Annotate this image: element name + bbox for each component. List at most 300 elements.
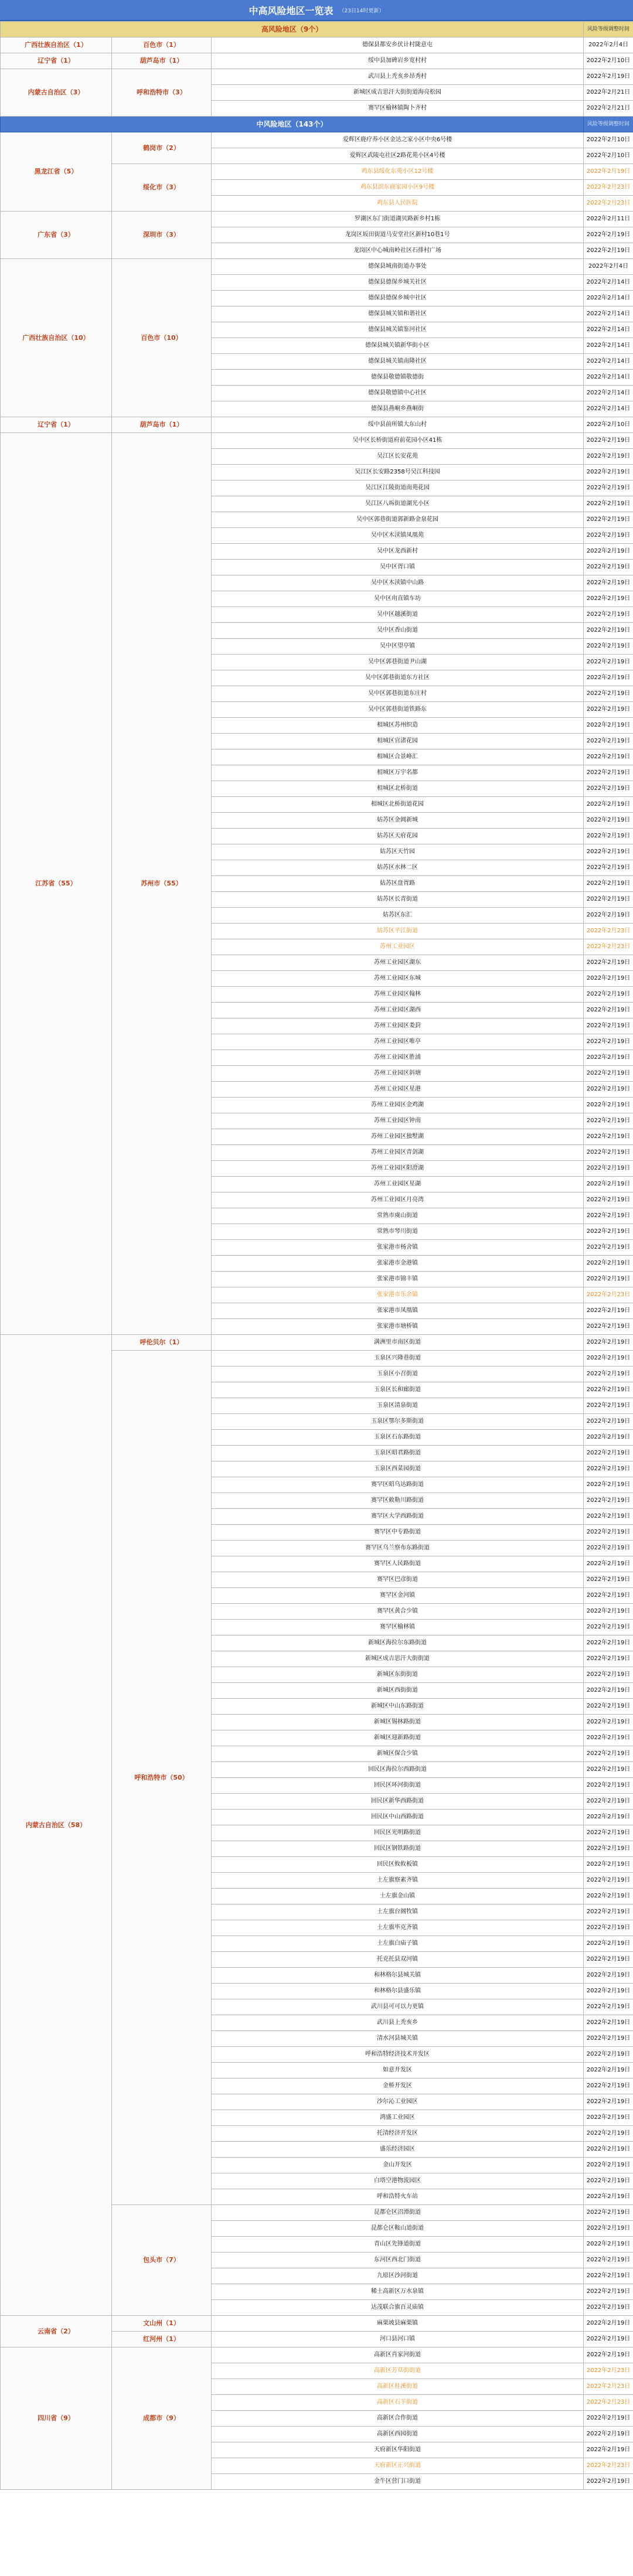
province-cell: 内蒙古自治区（58） [1,1335,112,2316]
place-cell: 苏州工业园区青剑湖 [212,1145,584,1161]
date-cell: 2022年2月19日 [584,876,633,892]
place-cell: 张家港市金港镇 [212,1256,584,1272]
date-cell: 2022年2月19日 [584,1889,633,1904]
table-row [1,1335,633,1351]
place-cell: 鸡东县绥化东苑小区12号楼 [212,164,584,180]
date-cell: 2022年2月19日 [584,718,633,734]
province-cell: 广东省（3） [1,212,112,259]
table-row [1,2347,633,2363]
city-cell: 鹤岗市（2） [112,132,212,164]
place-cell: 爱辉区武陵屯社区2路花苑小区4号楼 [212,148,584,164]
date-cell: 2022年2月19日 [584,734,633,749]
place-cell: 土左旗毕克齐镇 [212,1920,584,1936]
place-cell: 吴中区郭巷街道尹山湖 [212,655,584,670]
date-cell: 2022年2月19日 [584,1825,633,1841]
place-cell: 盛乐经济园区 [212,2142,584,2158]
place-cell: 龙岗区中心城南岭社区石排村广场 [212,243,584,259]
date-cell: 2022年2月19日 [584,528,633,544]
place-cell: 姑苏区天竹园 [212,844,584,860]
place-cell: 苏州工业园区星港 [212,1082,584,1098]
date-cell: 2022年2月19日 [584,2126,633,2142]
place-cell: 金桥开发区 [212,2078,584,2094]
date-cell: 2022年2月19日 [584,1145,633,1161]
place-cell: 回民区攸攸板镇 [212,1857,584,1873]
date-cell: 2022年2月19日 [584,1319,633,1335]
place-cell: 回民区中山西路街道 [212,1810,584,1825]
date-cell: 2022年2月19日 [584,1335,633,1351]
date-cell: 2022年2月19日 [584,69,633,85]
place-cell: 玉泉区兴隆巷街道 [212,1351,584,1367]
place-cell: 新城区成吉思汗大街街道海亮松园 [212,85,584,101]
date-cell: 2022年2月23日 [584,2458,633,2474]
date-cell: 2022年2月19日 [584,1177,633,1192]
place-cell: 姑苏区东汇 [212,908,584,924]
place-cell: 吴中区龙西新村 [212,544,584,560]
place-cell: 相城区合景峰汇 [212,749,584,765]
date-cell: 2022年2月19日 [584,1493,633,1509]
place-cell: 苏州工业园区星湖 [212,1177,584,1192]
table-row [1,69,633,85]
date-cell: 2022年2月19日 [584,1699,633,1715]
place-cell: 武川县上秃亥乡昂秀村 [212,69,584,85]
place-cell: 苏州工业园区胜浦 [212,1050,584,1066]
date-cell: 2022年2月23日 [584,180,633,196]
place-cell: 玉泉区石东路街道 [212,1430,584,1446]
high-risk-section-note: 风险等级调整时间 [584,22,633,38]
mid-risk-section-header [1,117,633,132]
place-cell: 吴中区郭巷街道东庄村 [212,686,584,702]
place-cell: 德保县城关镇鉴河社区 [212,322,584,338]
date-cell: 2022年2月19日 [584,1272,633,1287]
place-cell: 罗湖区东门街道湖贝路新乡村1栋 [212,212,584,227]
date-cell: 2022年2月21日 [584,101,633,117]
place-cell: 呼和浩特火车站 [212,2189,584,2205]
date-cell: 2022年2月19日 [584,560,633,575]
date-cell: 2022年2月19日 [584,2205,633,2221]
place-cell: 清水河县城关镇 [212,2031,584,2047]
place-cell: 姑苏区水林二区 [212,860,584,876]
date-cell: 2022年2月19日 [584,1873,633,1889]
date-cell: 2022年2月19日 [584,749,633,765]
date-cell: 2022年2月19日 [584,1461,633,1477]
place-cell: 苏州工业园区翰林 [212,987,584,1003]
date-cell: 2022年2月19日 [584,2300,633,2316]
date-cell: 2022年2月19日 [584,1098,633,1113]
place-cell: 玉泉区小召街道 [212,1367,584,1382]
date-cell: 2022年2月19日 [584,623,633,639]
place-cell: 苏州工业园区阳澄湖 [212,1161,584,1177]
high-risk-section-header [1,22,633,38]
place-cell: 张家港市凤凰镇 [212,1303,584,1319]
date-cell: 2022年2月19日 [584,2237,633,2253]
place-cell: 张家港市乐余镇 [212,1287,584,1303]
date-cell: 2022年2月19日 [584,1667,633,1683]
date-cell: 2022年2月23日 [584,939,633,955]
place-cell: 赛罕区大学西路街道 [212,1509,584,1525]
place-cell: 相城区北桥街道花园 [212,797,584,813]
place-cell: 吴中区香山街道 [212,623,584,639]
place-cell: 吴中区越溪街道 [212,607,584,623]
date-cell: 2022年2月14日 [584,338,633,354]
date-cell: 2022年2月19日 [584,2189,633,2205]
place-cell: 姑苏区平江街道 [212,924,584,939]
place-cell: 德保县城关镇新华街小区 [212,338,584,354]
province-cell: 黑龙江省（5） [1,132,112,212]
date-cell: 2022年2月19日 [584,1050,633,1066]
date-cell: 2022年2月11日 [584,212,633,227]
place-cell: 武川县上秃亥乡 [212,2015,584,2031]
place-cell: 昆都仑区沼潭街道 [212,2205,584,2221]
date-cell: 2022年2月19日 [584,1936,633,1952]
city-cell: 深圳市（3） [112,212,212,259]
date-cell: 2022年2月19日 [584,1509,633,1525]
place-cell: 苏州工业园区金鸡湖 [212,1098,584,1113]
date-cell: 2022年2月4日 [584,38,633,53]
date-cell: 2022年2月19日 [584,1683,633,1699]
date-cell: 2022年2月19日 [584,987,633,1003]
date-cell: 2022年2月19日 [584,1620,633,1635]
place-cell: 苏州工业园区 [212,939,584,955]
place-cell: 满洲里市南区街道 [212,1335,584,1351]
place-cell: 天府新区正兴街道 [212,2458,584,2474]
date-cell: 2022年2月23日 [584,924,633,939]
place-cell: 托清经济开发区 [212,2126,584,2142]
place-cell: 德保县敬德镇中心社区 [212,386,584,401]
date-cell: 2022年2月19日 [584,670,633,686]
city-cell: 葫芦岛市（1） [112,53,212,69]
date-cell: 2022年2月19日 [584,1794,633,1810]
date-cell: 2022年2月19日 [584,2442,633,2458]
date-cell: 2022年2月19日 [584,1398,633,1414]
date-cell: 2022年2月23日 [584,196,633,212]
place-cell: 和林格尔县城关镇 [212,1968,584,1984]
city-cell: 包头市（7） [112,2205,212,2316]
date-cell: 2022年2月19日 [584,1208,633,1224]
date-cell: 2022年2月19日 [584,2316,633,2332]
date-cell: 2022年2月19日 [584,2253,633,2268]
date-cell: 2022年2月19日 [584,481,633,496]
place-cell: 九原区沙河街道 [212,2268,584,2284]
place-cell: 玉泉区鄂尔多斯街道 [212,1414,584,1430]
place-cell: 常熟市琴川街道 [212,1224,584,1240]
place-cell: 麻栗坡县麻栗镇 [212,2316,584,2332]
place-cell: 赛罕区中专路街道 [212,1525,584,1541]
place-cell: 德保县城关镇南隆社区 [212,354,584,370]
place-cell: 张家港市锦丰镇 [212,1272,584,1287]
place-cell: 赛罕区巴彦街道 [212,1572,584,1588]
date-cell: 2022年2月19日 [584,1730,633,1746]
date-cell: 2022年2月19日 [584,1920,633,1936]
date-cell: 2022年2月19日 [584,1303,633,1319]
date-cell: 2022年2月19日 [584,1224,633,1240]
date-cell: 2022年2月19日 [584,1952,633,1968]
date-cell: 2022年2月19日 [584,1556,633,1572]
place-cell: 常熟市虞山街道 [212,1208,584,1224]
place-cell: 新城区西街街道 [212,1683,584,1699]
date-cell: 2022年2月19日 [584,2158,633,2173]
place-cell: 如意开发区 [212,2063,584,2078]
place-cell: 吴中区胥口镇 [212,560,584,575]
date-cell: 2022年2月19日 [584,2110,633,2126]
date-cell: 2022年2月19日 [584,1414,633,1430]
place-cell: 赛罕区金河镇 [212,1588,584,1604]
date-cell: 2022年2月19日 [584,227,633,243]
place-cell: 新城区锡林路街道 [212,1715,584,1730]
place-cell: 苏州工业园区独墅湖 [212,1129,584,1145]
date-cell: 2022年2月19日 [584,955,633,971]
place-cell: 吴江区八坼街道湖光小区 [212,496,584,512]
place-cell: 吴中区郭巷街道东方社区 [212,670,584,686]
date-cell: 2022年2月19日 [584,1034,633,1050]
place-cell: 德保县都安乡伏计村陇意屯 [212,38,584,53]
date-cell: 2022年2月23日 [584,1287,633,1303]
date-cell: 2022年2月19日 [584,2173,633,2189]
date-cell: 2022年2月19日 [584,2015,633,2031]
place-cell: 德保县城南街道办事处 [212,259,584,275]
date-cell: 2022年2月10日 [584,53,633,69]
table-row [1,259,633,275]
place-cell: 苏州工业园区斜塘 [212,1066,584,1082]
place-cell: 鸿盛工业园区 [212,2110,584,2126]
risk-table [0,21,633,2490]
date-cell: 2022年2月10日 [584,132,633,148]
table-row [1,132,633,148]
date-cell: 2022年2月19日 [584,2347,633,2363]
place-cell: 相城区万宇名都 [212,765,584,781]
date-cell: 2022年2月19日 [584,1430,633,1446]
date-cell: 2022年2月19日 [584,1161,633,1177]
title-banner [0,0,633,21]
province-cell: 辽宁省（1） [1,53,112,69]
date-cell: 2022年2月19日 [584,1477,633,1493]
date-cell: 2022年2月19日 [584,2094,633,2110]
place-cell: 玉泉区昭君路街道 [212,1446,584,1461]
city-cell: 百色市（1） [112,38,212,53]
place-cell: 德保县燕峒乡燕峒街 [212,401,584,417]
date-cell: 2022年2月14日 [584,291,633,306]
date-cell: 2022年2月19日 [584,1572,633,1588]
place-cell: 沙尔沁工业园区 [212,2094,584,2110]
place-cell: 吴中区木渎镇凤凰苑 [212,528,584,544]
place-cell: 吴江区长安路2358号吴江科技园 [212,465,584,481]
place-cell: 张家港市塘桥镇 [212,1319,584,1335]
date-cell: 2022年2月19日 [584,1256,633,1272]
date-cell: 2022年2月19日 [584,1382,633,1398]
table-row [1,38,633,53]
place-cell: 高新区西园街道 [212,2427,584,2442]
place-cell: 高新区合作街道 [212,2411,584,2427]
province-cell: 内蒙古自治区（3） [1,69,112,117]
date-cell: 2022年2月19日 [584,892,633,908]
date-cell: 2022年2月19日 [584,243,633,259]
date-cell: 2022年2月10日 [584,148,633,164]
date-cell: 2022年2月23日 [584,2363,633,2379]
date-cell: 2022年2月19日 [584,1240,633,1256]
date-cell: 2022年2月19日 [584,1082,633,1098]
place-cell: 赛罕区黄合少镇 [212,1604,584,1620]
place-cell: 吴中区郭巷街道铁路东 [212,702,584,718]
date-cell: 2022年2月14日 [584,370,633,386]
place-cell: 德保县城关镇和谐社区 [212,306,584,322]
place-cell: 姑苏区天府花园 [212,829,584,844]
place-cell: 回民区环河街街道 [212,1778,584,1794]
province-cell: 云南省（2） [1,2316,112,2347]
place-cell: 金山开发区 [212,2158,584,2173]
date-cell: 2022年2月4日 [584,259,633,275]
update-note: （23日14时更新） [339,8,384,14]
city-cell: 红河州（1） [112,2332,212,2347]
place-cell: 鸡东县滨东商家园小区9号楼 [212,180,584,196]
date-cell: 2022年2月19日 [584,1904,633,1920]
place-cell: 高新区石羊街道 [212,2395,584,2411]
place-cell: 吴中区甪直镇车坊 [212,591,584,607]
date-cell: 2022年2月19日 [584,496,633,512]
date-cell: 2022年2月19日 [584,1635,633,1651]
place-cell: 新城区海拉尔东路街道 [212,1635,584,1651]
date-cell: 2022年2月19日 [584,1762,633,1778]
place-cell: 托克托县双河镇 [212,1952,584,1968]
date-cell: 2022年2月19日 [584,1984,633,1999]
date-cell: 2022年2月19日 [584,655,633,670]
city-cell: 百色市（10） [112,259,212,417]
date-cell: 2022年2月14日 [584,354,633,370]
place-cell: 苏州工业园区湖西 [212,1003,584,1018]
date-cell: 2022年2月19日 [584,449,633,465]
place-cell: 赛罕区榆林镇 [212,1620,584,1635]
date-cell: 2022年2月19日 [584,1351,633,1367]
place-cell: 赛罕区人民路街道 [212,1556,584,1572]
date-cell: 2022年2月19日 [584,639,633,655]
table-row [1,417,633,433]
place-cell: 东河区西北门街道 [212,2253,584,2268]
place-cell: 苏州工业园区月亮湾 [212,1192,584,1208]
date-cell: 2022年2月19日 [584,2474,633,2490]
place-cell: 吴中区木渎镇中山路 [212,575,584,591]
date-cell: 2022年2月19日 [584,2427,633,2442]
place-cell: 河口县河口镇 [212,2332,584,2347]
date-cell: 2022年2月19日 [584,1841,633,1857]
date-cell: 2022年2月19日 [584,1715,633,1730]
place-cell: 苏州工业园区东城 [212,971,584,987]
date-cell: 2022年2月19日 [584,1999,633,2015]
mid-risk-section-note: 风险等级调整时间 [584,117,633,132]
place-cell: 爱辉区鹿疗养小区金达之家小区中央6号楼 [212,132,584,148]
date-cell: 2022年2月19日 [584,797,633,813]
city-cell: 呼和浩特市（50） [112,1351,212,2205]
city-cell: 文山州（1） [112,2316,212,2332]
date-cell: 2022年2月19日 [584,2063,633,2078]
place-cell: 吴中区长桥街道府前花园小区41栋 [212,433,584,449]
date-cell: 2022年2月19日 [584,908,633,924]
date-cell: 2022年2月19日 [584,971,633,987]
place-cell: 土左旗白庙子镇 [212,1936,584,1952]
place-cell: 赛罕区敕勒川路街道 [212,1493,584,1509]
city-cell: 苏州市（55） [112,433,212,1335]
high-risk-section-title: 高风险地区（9个） [1,22,584,38]
date-cell: 2022年2月19日 [584,1651,633,1667]
date-cell: 2022年2月19日 [584,2078,633,2094]
date-cell: 2022年2月21日 [584,85,633,101]
place-cell: 龙岗区坂田街道马安堂社区新村10巷1号 [212,227,584,243]
place-cell: 和林格尔县盛乐镇 [212,1984,584,1999]
province-cell: 广西壮族自治区（10） [1,259,112,417]
place-cell: 姑苏区金阊新城 [212,813,584,829]
place-cell: 达茂联合旗百灵庙镇 [212,2300,584,2316]
province-cell: 江苏省（55） [1,433,112,1335]
date-cell: 2022年2月19日 [584,1367,633,1382]
province-cell: 广西壮族自治区（1） [1,38,112,53]
place-cell: 高新区桂溪街道 [212,2379,584,2395]
date-cell: 2022年2月19日 [584,1525,633,1541]
date-cell: 2022年2月19日 [584,2221,633,2237]
table-row [1,2316,633,2332]
date-cell: 2022年2月19日 [584,1968,633,1984]
place-cell: 赛罕区昭乌达路街道 [212,1477,584,1493]
date-cell: 2022年2月19日 [584,765,633,781]
date-cell: 2022年2月19日 [584,2411,633,2427]
date-cell: 2022年2月19日 [584,1778,633,1794]
date-cell: 2022年2月14日 [584,275,633,291]
place-cell: 呼和浩特经济技术开发区 [212,2047,584,2063]
date-cell: 2022年2月19日 [584,2284,633,2300]
place-cell: 苏州工业园区娄葑 [212,1018,584,1034]
date-cell: 2022年2月19日 [584,1018,633,1034]
place-cell: 新城区迎新路街道 [212,1730,584,1746]
date-cell: 2022年2月14日 [584,401,633,417]
table-row [1,53,633,69]
date-cell: 2022年2月19日 [584,686,633,702]
place-cell: 新城区保合少镇 [212,1746,584,1762]
place-cell: 回民区新华西路街道 [212,1794,584,1810]
place-cell: 张家港市杨舍镇 [212,1240,584,1256]
place-cell: 苏州工业园区湖东 [212,955,584,971]
date-cell: 2022年2月19日 [584,164,633,180]
place-cell: 赛罕区乌兰察布东路街道 [212,1541,584,1556]
province-cell: 四川省（9） [1,2347,112,2490]
place-cell: 土左旗金山镇 [212,1889,584,1904]
date-cell: 2022年2月19日 [584,575,633,591]
date-cell: 2022年2月19日 [584,2332,633,2347]
place-cell: 相城区北桥街道 [212,781,584,797]
date-cell: 2022年2月14日 [584,386,633,401]
city-cell: 葫芦岛市（1） [112,417,212,433]
place-cell: 回民区钢铁路街道 [212,1841,584,1857]
place-cell: 姑苏区盘胥路 [212,876,584,892]
place-cell: 高新区肖家河街道 [212,2347,584,2363]
date-cell: 2022年2月19日 [584,829,633,844]
date-cell: 2022年2月19日 [584,1857,633,1873]
place-cell: 吴中区望亭镇 [212,639,584,655]
place-cell: 相城区苏州织造 [212,718,584,734]
date-cell: 2022年2月19日 [584,1446,633,1461]
place-cell: 新城区成吉思汗大街街道 [212,1651,584,1667]
date-cell: 2022年2月19日 [584,1810,633,1825]
date-cell: 2022年2月19日 [584,702,633,718]
date-cell: 2022年2月19日 [584,607,633,623]
place-cell: 回民区光明路街道 [212,1825,584,1841]
date-cell: 2022年2月19日 [584,1541,633,1556]
date-cell: 2022年2月19日 [584,1129,633,1145]
place-cell: 德保县德保乡城中社区 [212,291,584,306]
place-cell: 姑苏区长青街道 [212,892,584,908]
date-cell: 2022年2月19日 [584,860,633,876]
place-cell: 吴中区郭巷街道郭新路金泉花园 [212,512,584,528]
place-cell: 玉泉区长和廊街道 [212,1382,584,1398]
place-cell: 新城区东街街道 [212,1667,584,1683]
place-cell: 金牛区营门口街道 [212,2474,584,2490]
city-cell: 呼伦贝尔（1） [112,1335,212,1351]
date-cell: 2022年2月14日 [584,322,633,338]
